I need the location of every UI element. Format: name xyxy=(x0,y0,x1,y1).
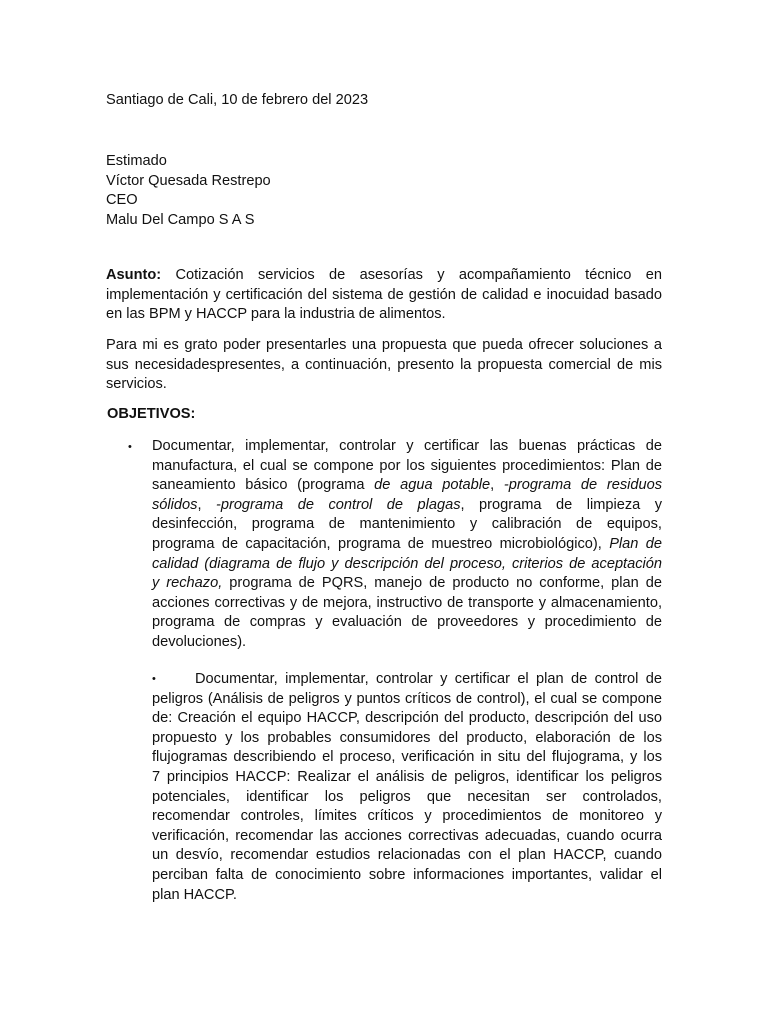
subject-paragraph xyxy=(106,266,662,325)
objective-1-line: Documentar, implementar, controlar y certificar las buenas prácticas de xyxy=(152,438,662,454)
recipient-role: CEO xyxy=(106,192,138,209)
objective-1-text: , xyxy=(597,535,610,552)
objective-1-italic: -programa de control de plagas xyxy=(215,496,461,513)
recipient-company: Malu Del Campo S A S xyxy=(106,211,255,228)
subject-line-3: en las BPM y HACCP para la industria de alimentos. xyxy=(106,306,446,323)
objectives-heading: OBJETIVOS: xyxy=(107,406,196,422)
objective-2-line: flujogramas describiendo el proceso, verificación in situ del flujograma, y los xyxy=(152,749,662,766)
objective-1-line: programa de compras y evaluación de proveedores y procedimiento de xyxy=(152,614,662,631)
objective-2-line: verificación, recomendar las acciones correctivas adecuadas, cuando ocurra xyxy=(152,827,662,844)
objective-1-italic: calidad (diagrama de flujo y descripción del proceso, criterios de aceptación xyxy=(152,555,662,572)
intro-paragraph xyxy=(106,336,662,395)
objective-1-italic: sólidos xyxy=(152,496,198,513)
objective-2-line: plan HACCP. xyxy=(152,886,237,903)
objective-1-text: , programa de limpieza y xyxy=(460,496,663,513)
subject-line-2: implementación y certificación del sistema de gestión de calidad e inocuidad basado xyxy=(106,286,662,303)
objective-2-line: peligros (Análisis de peligros y puntos críticos de control), el cual se compone xyxy=(152,690,662,707)
objective-1-text: , xyxy=(490,477,504,494)
objective-1-line: manufactura, el cual se compone por los siguientes procedimientos: Plan de xyxy=(152,457,662,474)
intro-line-1: Para mi es grato poder presentarles una propuesta que pueda ofrecer soluciones a xyxy=(106,337,662,353)
objective-1-paragraph xyxy=(152,437,662,653)
objective-1-italic: Plan de xyxy=(609,535,662,552)
objective-2-line: propuesto y los probables consumidores del producto, elaboración de los xyxy=(152,729,662,746)
recipient-greeting: Estimado xyxy=(106,153,167,169)
recipient-name: Víctor Quesada Restrepo xyxy=(106,172,271,189)
bullet-2: • xyxy=(152,673,156,685)
objective-1-text: , xyxy=(197,496,216,513)
subject-label: Asunto: xyxy=(106,267,162,283)
objective-1-italic: -programa de residuos xyxy=(503,477,663,494)
objective-2-paragraph xyxy=(152,670,662,905)
objective-2-line: Documentar, implementar, controlar y certificar el plan de control de xyxy=(195,671,662,687)
objective-1-italic: de agua potable xyxy=(374,477,491,494)
recipient-block xyxy=(106,152,662,230)
objective-2-line: un desvío, recomendar estudios relacionadas con el plan HACCP, cuando xyxy=(152,847,662,864)
date-line: Santiago de Cali, 10 de febrero del 2023 xyxy=(106,92,369,108)
objective-1-text: programa de PQRS, manejo de producto no conforme, plan de xyxy=(222,575,662,592)
objective-2-line: potenciales, identificar los peligros que necesitan ser controlados, xyxy=(152,788,662,805)
subject-line-1: Cotización servicios de asesorías y acompañamiento técnico en xyxy=(161,267,662,283)
objective-1-italic: y rechazo, xyxy=(152,575,223,592)
intro-line-2: sus necesidadespresentes, a continuación, presento la propuesta comercial de mis xyxy=(106,356,662,373)
objective-1-line: acciones correctivas y de mejora, instructivo de transporte y almacenamiento, xyxy=(152,594,662,611)
objective-1-line: desinfección, programa de mantenimiento y calibración de equipos, xyxy=(152,516,662,533)
objective-2-line: recomendar controles, límites críticos y procedimientos de monitoreo y xyxy=(152,808,662,825)
objective-1-line: devoluciones). xyxy=(152,633,247,650)
intro-line-3: servicios. xyxy=(106,376,167,393)
bullet-1: • xyxy=(128,441,132,453)
objective-1-text: programa de capacitación, programa de muestreo microbiológico) xyxy=(152,535,598,552)
objective-2-line: de: Creación el equipo HACCP, descripción del producto, descripción del uso xyxy=(152,710,662,727)
objective-2-line: perciban falta de conocimiento sobre informaciones importantes, validar el xyxy=(152,866,662,883)
objective-1-text: saneamiento básico (programa xyxy=(152,477,375,494)
objective-2-line: 7 principios HACCP: Realizar el análisis de peligros, identificar los peligros xyxy=(152,768,662,785)
